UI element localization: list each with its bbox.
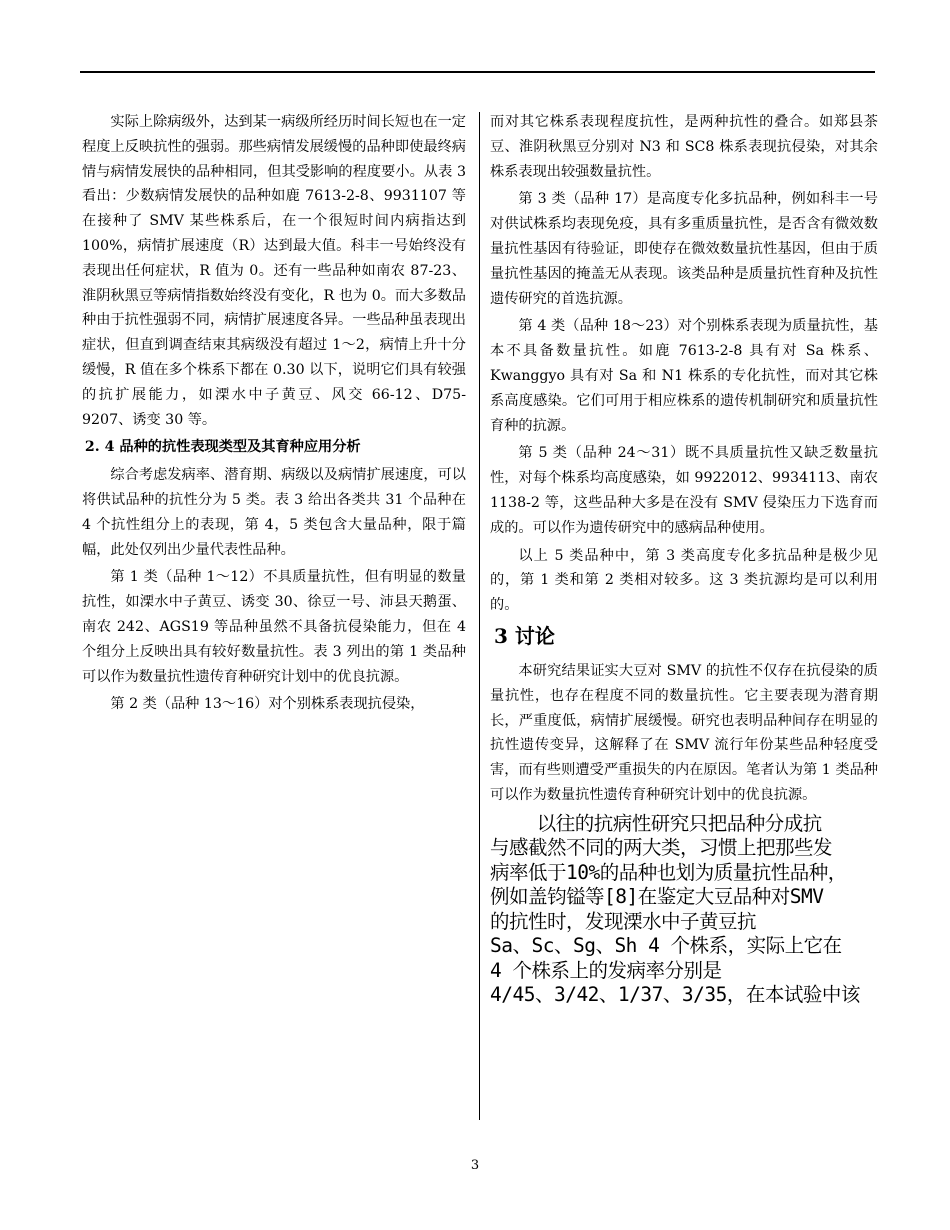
- column-divider: [479, 112, 480, 1120]
- paragraph-disease-progress: 实际上除病级外，达到某一病级所经历时间长短也在一定程度上反映抗性的强弱。那些病情发展缓慢的品种即使最终病情与病情发展快的品种相同，但其受影响的程度要小。从表 3 看出：少数病情发展快的品种如鹿 7613-2-8、9931107 等在接种了 SMV 某些株系后，在一个很短时间内病指达到 100%，病情扩展速度（R）达到最大值。科丰一号始终没有表现出任何症状，R 值为 0。还有一些品种如南农 87-23、淮阴秋黑豆等病情指数始终没有变化，R 也为 0。而大多数品种由于抗性强弱不同，病情扩展速度各异。一些品种虽表现出症状，但直到调查结束其病级没有超过 1～2，病情上升十分缓慢，R 值在多个株系下都在 0.30 以下，说明它们具有较强的抗扩展能力，如溧水中子黄豆、风交 66-12、D75-9207、诱变 30 等。: [82, 114, 466, 428]
- section-heading-discussion: 3 讨论: [494, 623, 555, 648]
- paragraph-class-2-start: 第 2 类（品种 13～16）对个别株系表现抗侵染，: [110, 696, 425, 713]
- paragraph-class-1: 第 1 类（品种 1～12）不具质量抗性，但有明显的数量抗性，如溧水中子黄豆、诱变 30、徐豆一号、沛县天鹅蛋、南农 242、AGS19 等品种虽然不具备抗侵染能力，但在 4 个组分上反映出具有较好数量抗性。表 3 列出的第 1 类品种可以作为数量抗性遗传育种研究计划中的优良抗源。: [82, 569, 466, 685]
- paragraph-discussion: 本研究结果证实大豆对 SMV 的抗性不仅存在抗侵染的质量抗性，也存在程度不同的数量抗性。它主要表现为潜育期长，严重度低，病情扩展缓慢。研究也表明品种间存在明显的抗性遗传变异，这解释了在 SMV 流行年份某些品种轻度受害，而有些则遭受严重损失的内在原因。笔者认为第 1 类品种可以作为数量抗性遗传育种研究计划中的优良抗源。: [490, 662, 878, 803]
- section-heading-2-4: 2. 4 品种的抗性表现类型及其育种应用分析: [84, 439, 361, 456]
- paragraph-class-2-cont: 而对其它株系表现程度抗性，是两种抗性的叠合。如郑县茶豆、淮阴秋黑豆分别对 N3 和 SC8 株系表现抗侵染，对其余株系表现出较强数量抗性。: [490, 114, 878, 180]
- paragraph-class-4: 第 4 类（品种 18～23）对个别株系表现为质量抗性，基本不具备数量抗性。如鹿 7613-2-8 具有对 Sa 株系、Kwanggyo 具有对 Sa 和 N1 株系的专化抗性，而对其它株系高度感染。它们可用于相应株系的遗传机制研究和质量抗性育种的抗源。: [490, 318, 878, 434]
- right-column: [490, 110, 878, 1008]
- paragraph-large-text: 以往的抗病性研究只把品种分成抗 与感截然不同的两大类，习惯上把那些发 病率低于10%的品种也划为质量抗性品种， 例如盖钧镒等[8]在鉴定大豆品种对SMV 的抗性时，发现溧水中子黄豆抗 Sa、Sc、Sg、Sh 4 个株系，实际上它在 4 个株系上的发病率分别是 4/45、3/42、1/37、3/35，在本试验中该: [490, 811, 860, 1007]
- paragraph-class-5: 第 5 类（品种 24～31）既不具质量抗性又缺乏数量抗性，对每个株系均高度感染，如 9922012、9934113、南农 1138-2 等，这些品种大多是在没有 SMV 侵染压力下选育而成的。可以作为遗传研究中的感病品种使用。: [490, 445, 878, 536]
- paragraph-class-3: 第 3 类（品种 17）是高度专化多抗品种，例如科丰一号对供试株系均表现免疫，具有多重质量抗性，是否含有微效数量抗性基因有待验证，即使存在微效数量抗性基因，但由于质量抗性基因的掩盖无从表现。该类品种是质量抗性育种及抗性遗传研究的首选抗源。: [490, 191, 878, 307]
- header-rule: [80, 71, 875, 73]
- left-column: [82, 110, 466, 720]
- paragraph-summary: 以上 5 类品种中，第 3 类高度专化多抗品种是极少见的，第 1 类和第 2 类相对较多。这 3 类抗源均是可以利用的。: [490, 547, 878, 614]
- paragraph-classification: 综合考虑发病率、潜育期、病级以及病情扩展速度，可以将供试品种的抗性分为 5 类。表 3 给出各类共 31 个品种在 4 个抗性组分上的表现，第 4，5 类包含大量品种，限于篇幅，此处仅列出少量代表性品种。: [82, 467, 466, 558]
- page-number: 3: [470, 1158, 480, 1173]
